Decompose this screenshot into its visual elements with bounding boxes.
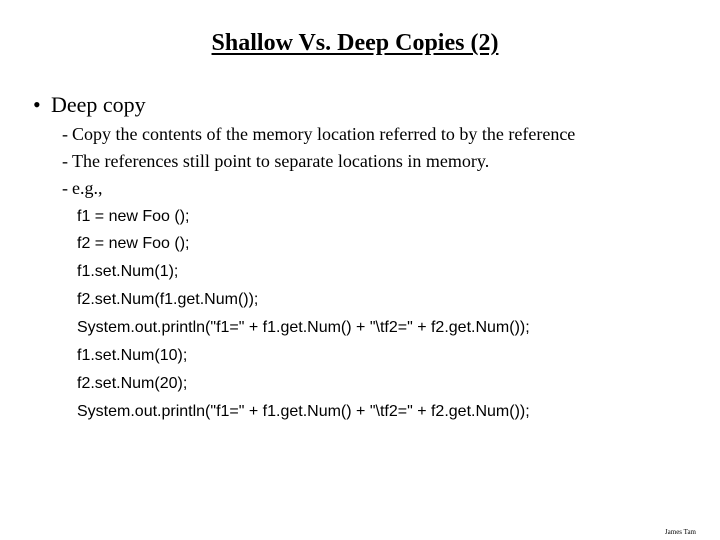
- sub-item: [62, 151, 489, 172]
- code-line: f1.set.Num(10);: [77, 347, 188, 364]
- sub-item-text: The references still point to separate locations in memory.: [72, 151, 490, 171]
- code-line: System.out.println("f1=" + f1.get.Num() + "\tf2=" + f2.get.Num());: [77, 403, 530, 420]
- bullet-marker: •: [33, 92, 41, 117]
- sub-item-text: Copy the contents of the memory location referred to by the reference: [72, 124, 576, 144]
- code-line: System.out.println("f1=" + f1.get.Num() + "\tf2=" + f2.get.Num());: [77, 319, 530, 336]
- sub-item: [62, 124, 575, 145]
- code-line: f1 = new Foo ();: [77, 208, 190, 225]
- code-line: f2.set.Num(f1.get.Num());: [77, 291, 259, 308]
- code-line: f1.set.Num(1);: [77, 263, 179, 280]
- bullet-text: Deep copy: [51, 92, 146, 117]
- bullet-deep-copy: [33, 92, 146, 118]
- sub-marker: -: [62, 151, 68, 171]
- slide-title: Shallow Vs. Deep Copies (2): [211, 30, 499, 56]
- sub-marker: -: [62, 124, 68, 144]
- author-footer: James Tam: [664, 528, 696, 536]
- code-line: f2.set.Num(20);: [77, 375, 188, 392]
- sub-item: [62, 178, 103, 199]
- code-line: f2 = new Foo ();: [77, 235, 190, 252]
- sub-marker: -: [62, 178, 68, 198]
- sub-item-text: e.g.,: [72, 178, 103, 198]
